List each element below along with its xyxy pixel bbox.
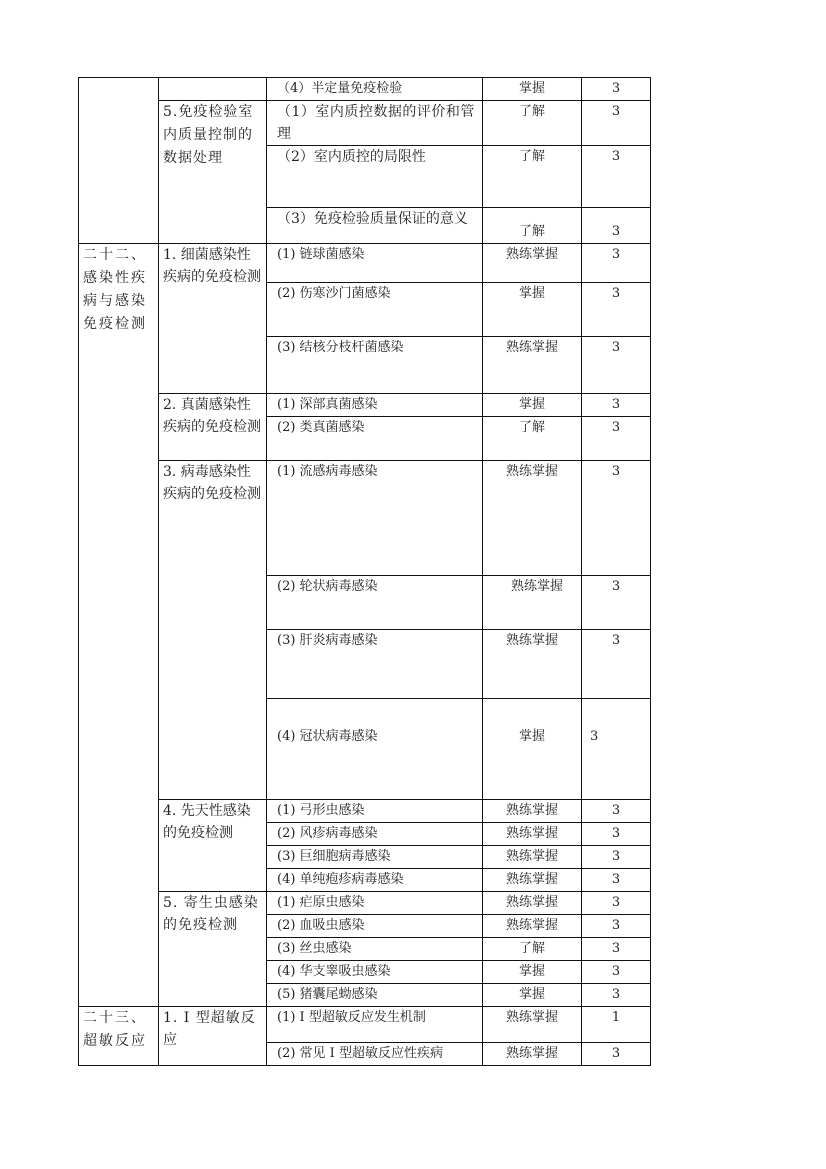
unit-cell [79, 78, 159, 244]
level-cell: 熟练掌握 [483, 461, 582, 576]
unit-cell: 二十二、感染性疾病与感染免疫检测 [79, 244, 159, 1007]
level-cell: 了解 [483, 417, 582, 461]
item-cell: (3) 结核分枝杆菌感染 [267, 337, 483, 394]
item-cell: (1) I 型超敏反应发生机制 [267, 1007, 483, 1043]
hours-cell: 3 [582, 78, 651, 101]
item-cell: （2）室内质控的局限性 [267, 146, 483, 208]
table-row [79, 394, 651, 417]
item-cell: (4) 冠状病毒感染 [267, 699, 483, 800]
topic-cell: 1. 细菌感染性疾病的免疫检测 [159, 244, 267, 394]
level-cell: 掌握 [483, 283, 582, 337]
unit-cell: 二十三、超敏反应 [79, 1007, 159, 1066]
hours-cell: 3 [582, 984, 651, 1007]
item-cell: (3) 肝炎病毒感染 [267, 630, 483, 699]
level-cell: 了解 [483, 208, 582, 244]
hours-cell: 3 [582, 699, 651, 800]
syllabus-table [78, 77, 651, 1066]
topic-cell: 1. I 型超敏反应 [159, 1007, 267, 1066]
hours-cell: 3 [582, 146, 651, 208]
level-cell: 熟练掌握 [483, 630, 582, 699]
item-cell: (2) 类真菌感染 [267, 417, 483, 461]
item-cell: (1) 弓形虫感染 [267, 800, 483, 823]
hours-cell: 3 [582, 915, 651, 938]
table-row [79, 101, 651, 146]
item-cell: (3) 巨细胞病毒感染 [267, 846, 483, 869]
level-cell: 熟练掌握 [483, 576, 582, 630]
hours-cell: 3 [582, 1043, 651, 1066]
topic-cell: 5.免疫检验室内质量控制的数据处理 [159, 101, 267, 244]
hours-cell: 3 [582, 846, 651, 869]
item-cell: (2) 风疹病毒感染 [267, 823, 483, 846]
hours-cell: 3 [582, 938, 651, 961]
hours-cell: 3 [582, 337, 651, 394]
item-cell: (1) 链球菌感染 [267, 244, 483, 283]
hours-cell: 3 [582, 869, 651, 892]
hours-cell: 3 [582, 961, 651, 984]
level-cell: 熟练掌握 [483, 823, 582, 846]
item-cell: （1）室内质控数据的评价和管理 [267, 101, 483, 146]
level-cell: 熟练掌握 [483, 244, 582, 283]
item-cell: (1) 流感病毒感染 [267, 461, 483, 576]
item-cell: (1) 疟原虫感染 [267, 892, 483, 915]
level-cell: 掌握 [483, 984, 582, 1007]
level-cell: 熟练掌握 [483, 846, 582, 869]
hours-cell: 3 [582, 800, 651, 823]
topic-cell [159, 78, 267, 101]
level-cell: 了解 [483, 101, 582, 146]
table-row [79, 892, 651, 915]
hours-cell: 3 [582, 244, 651, 283]
hours-cell: 3 [582, 823, 651, 846]
item-cell: (2) 伤寒沙门菌感染 [267, 283, 483, 337]
level-cell: 熟练掌握 [483, 800, 582, 823]
table-row [79, 1007, 651, 1043]
level-cell: 熟练掌握 [483, 915, 582, 938]
level-cell: 掌握 [483, 78, 582, 101]
level-cell: 熟练掌握 [483, 869, 582, 892]
hours-cell: 3 [582, 283, 651, 337]
item-cell: （3）免疫检验质量保证的意义 [267, 208, 483, 244]
table-row [79, 244, 651, 283]
level-cell: 熟练掌握 [483, 1007, 582, 1043]
item-cell: (2) 轮状病毒感染 [267, 576, 483, 630]
item-cell: (3) 丝虫感染 [267, 938, 483, 961]
item-cell: （4）半定量免疫检验 [267, 78, 483, 101]
item-cell: (4) 华支睾吸虫感染 [267, 961, 483, 984]
level-cell: 掌握 [483, 394, 582, 417]
level-cell: 掌握 [483, 961, 582, 984]
table-row [79, 461, 651, 576]
hours-cell: 3 [582, 892, 651, 915]
hours-cell: 3 [582, 394, 651, 417]
item-cell: (5) 猪囊尾蚴感染 [267, 984, 483, 1007]
level-cell: 熟练掌握 [483, 337, 582, 394]
hours-cell: 3 [582, 417, 651, 461]
hours-cell: 3 [582, 461, 651, 576]
hours-cell: 1 [582, 1007, 651, 1043]
item-cell: (2) 常见 I 型超敏反应性疾病 [267, 1043, 483, 1066]
item-cell: (2) 血吸虫感染 [267, 915, 483, 938]
hours-cell: 3 [582, 208, 651, 244]
table-row [79, 78, 651, 101]
topic-cell: 4. 先天性感染的免疫检测 [159, 800, 267, 892]
topic-cell: 2. 真菌感染性疾病的免疫检测 [159, 394, 267, 461]
topic-cell: 3. 病毒感染性疾病的免疫检测 [159, 461, 267, 800]
hours-cell: 3 [582, 101, 651, 146]
table-row [79, 800, 651, 823]
topic-cell: 5. 寄生虫感染的免疫检测 [159, 892, 267, 1007]
item-cell: (4) 单纯疱疹病毒感染 [267, 869, 483, 892]
level-cell: 熟练掌握 [483, 1043, 582, 1066]
hours-cell: 3 [582, 576, 651, 630]
item-cell: (1) 深部真菌感染 [267, 394, 483, 417]
level-cell: 了解 [483, 938, 582, 961]
level-cell: 了解 [483, 146, 582, 208]
level-cell: 掌握 [483, 699, 582, 800]
level-cell: 熟练掌握 [483, 892, 582, 915]
hours-cell: 3 [582, 630, 651, 699]
